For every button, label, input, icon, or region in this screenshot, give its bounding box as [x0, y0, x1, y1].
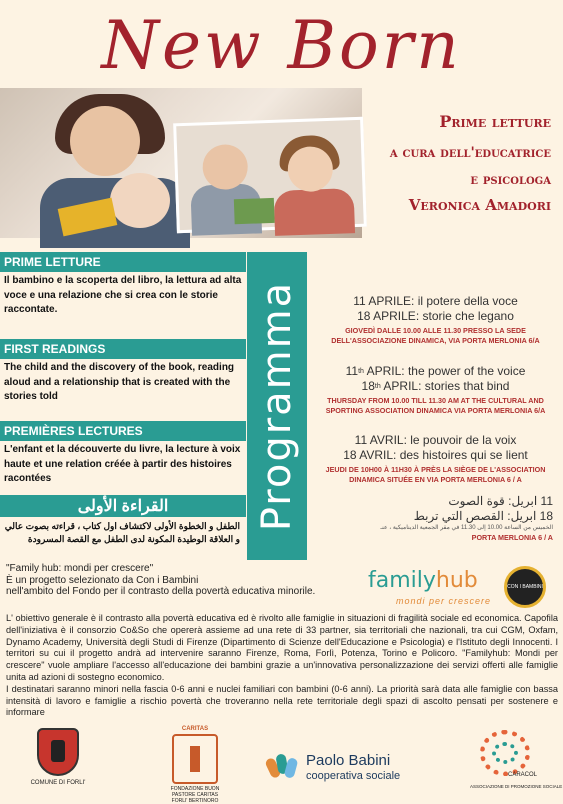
caritas-emblem-icon: [172, 734, 218, 784]
caracol-logo: CARACOL ASSOCIAZIONE DI PROMOZIONE SOCIALE: [470, 728, 548, 792]
schedule-it-note: GIOVEDÌ DALLE 10.00 ALLE 11.30 PRESSO LA SEDE DELL'ASSOCIAZIONE DINAMICA, VIA PORTA MERLONIA 6/A: [331, 326, 540, 345]
schedule-en-note: THURSDAY FROM 10.00 TILL 11.30 AM AT THE CULTURAL AND SPORTING ASSOCIATION DINAMICA VIA PORTA MERLONIA 6/A: [325, 396, 546, 415]
section-text-it: Il bambino e la scoperta del libro, la lettura ad alta voce e una relazione che si crea con le storie raccontate.: [4, 275, 242, 315]
crest-icon: [37, 728, 79, 776]
babini-figures-icon: [268, 752, 298, 782]
schedule-ar-line1: 11 ابريل: قوة الصوت: [448, 494, 553, 508]
schedule-fr-line2: 18 AVRIL: des histoires qui se lient: [343, 448, 528, 462]
section-text-en: The child and the discovery of the book, reading aloud and a relationship that is created with the stories told: [4, 362, 235, 402]
section-heading-fr: PREMIÈRES LECTURES: [0, 421, 246, 441]
schedule-en-line1: 11th APRIL: the power of the voice: [345, 364, 526, 378]
header-prime-letture: Prime letture: [439, 112, 551, 131]
intro-sections: [0, 252, 246, 546]
schedule-fr-note: JEUDI DE 10H00 À 11H30 À PRÈS LA SIÈGE DE L'ASSOCIATION DINAMICA SITUÉE EN VIA PORTA MERLONIA 6 / A: [325, 465, 546, 484]
header-speaker-name: Veronica Amadori: [408, 196, 551, 214]
schedule-fr-line1: 11 AVRIL: le pouvoir de la voix: [354, 433, 517, 447]
schedule-ar: [308, 494, 563, 543]
schedule-it-line2: 18 APRILE: storie che legano: [357, 309, 514, 323]
schedule-ar-note-small: الخميس من الساعة 10.00 إلى 11.30 في مقر الجمعية الديناميكية ، عنـ: [380, 525, 553, 531]
schedule-fr: [308, 433, 563, 484]
header-psicologa: e psicologa: [470, 172, 551, 188]
section-heading-it: PRIME LETTURE: [0, 252, 246, 272]
paolo-babini-logo: Paolo Babini cooperativa sociale: [268, 744, 408, 788]
schedule-ar-note: PORTA MERLONIA 6 / A: [471, 533, 553, 542]
project-paragraph: I destinatari saranno minori nella fascia 0-6 anni e nuclei familiari con bambini (0-6 anni). La priorità sarà data alle famiglie con bassa intensità di lavoro e famiglie a rischio povertà che troveranno nella rete territoriale degli spazi di ascolto pensati per sostenere e informare: [6, 683, 558, 718]
familyhub-logo: familyhub: [368, 568, 478, 593]
header-a-cura: a cura dell'educatrice: [389, 145, 551, 161]
page-title: New Born: [101, 7, 462, 84]
familyhub-intro: "Family hub: mondi per crescere" È un progetto selezionato da Con i Bambini nell'ambito del Fondo per il contrasto della povertà educativa minorile.: [6, 563, 316, 597]
project-description: [6, 613, 558, 719]
project-paragraph: L' obiettivo generale è il contrasto alla povertà educativa ed è rivolto alle famiglie in situazioni di fragilità sociale ed economica. Capofila dell'iniziativa è il consorzio Co&So che opererà assieme ad una rete di 33 partner, sia territoriali che nazionali, tra cui CGM, Oxfam, Dynamo Academy, Università degli Studi di Firenze (Dipartimento di Scienze dell'Educazione e Psicologia) e l'Istituto degli Innocenti. I territori su cui il progetto andrà ad intervenire saranno Firenze, Roma, Forlì, Potenza, Torino e Policoro. "Familyhub: Mondi per crescere" vuole ampliare l'accesso all'educazione dei bambini grazie a un'innovativa personalizzazione dei servizi offerti alle famiglie unita ad azioni di sostegno economico.: [6, 613, 558, 682]
schedule-en-line2: 18th APRIL: stories that bind: [361, 379, 510, 393]
comune-forli-logo: COMUNE DI FORLI': [28, 724, 88, 794]
con-i-bambini-logo: CON I BAMBINI: [504, 566, 546, 608]
section-heading-en: FIRST READINGS: [0, 339, 246, 359]
caritas-logo: CARITAS FONDAZIONE BUON PASTORE CARITAS FORLI' BERTINORO: [170, 726, 220, 804]
programma-label: Programma: [254, 280, 300, 532]
section-heading-ar: القراءة الأولى: [0, 495, 246, 517]
schedule-ar-line2: 18 ابريل: القصص التي تربط: [413, 509, 553, 523]
programma-banner: [247, 252, 307, 560]
schedule-it-line1: 11 APRILE: il potere della voce: [353, 294, 518, 308]
section-text-ar: الطفل و الخطوة الأولى لاكتشاف اول كتاب ، قراءته بصوت عالي و العلاقة الوطيدة المكونة لدى الطفل مع القصة المسرودة: [4, 521, 240, 544]
hero-photo-children-reading: [173, 117, 367, 234]
familyhub-logo-subtitle: mondi per crescere: [396, 596, 492, 606]
schedule-it: [308, 294, 563, 345]
schedule-en: [308, 364, 563, 415]
section-text-fr: L'enfant et la découverte du livre, la lecture à voix haute et une relation créée à partir des histoires racontées: [4, 444, 241, 484]
